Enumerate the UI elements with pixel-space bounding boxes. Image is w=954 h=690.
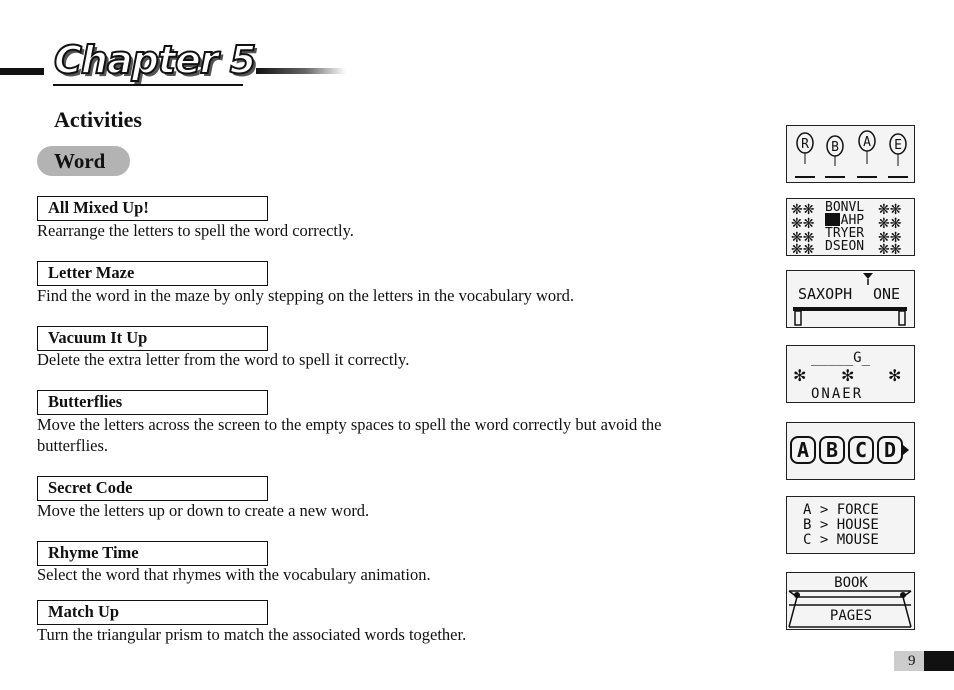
- code-letter: B: [825, 438, 839, 462]
- maze-row: HOAHP: [825, 213, 865, 228]
- thumb-secret-code: [786, 422, 915, 480]
- chapter-title: Chapter 5: [54, 38, 256, 82]
- butterfly-letters: ONAER: [811, 386, 864, 401]
- activity-desc-secret-code: Move the letters up or down to create a new word.: [37, 501, 370, 520]
- balloon-letter: E: [894, 138, 902, 153]
- butterfly-blanks: _____G_: [811, 350, 871, 366]
- svg-text:❋❋: ❋❋: [878, 203, 902, 218]
- vacuum-word-right: ONE: [873, 285, 901, 303]
- rhyme-option: A > FORCE: [803, 502, 879, 518]
- maze-row: BONVL: [825, 200, 865, 215]
- thumb-butterflies: [786, 345, 915, 403]
- activity-label-butterflies: Butterflies: [37, 390, 268, 415]
- svg-text:❋❋: ❋❋: [878, 231, 902, 246]
- match-word-top: BOOK: [834, 575, 868, 591]
- activity-desc-butterflies: Move the letters across the screen to the empty spaces to spell the word correctly but avoid the butterflies.: [37, 415, 662, 455]
- activity-desc-all-mixed-up: Rearrange the letters to spell the word correctly.: [37, 221, 354, 240]
- svg-text:❋❋: ❋❋: [791, 243, 815, 254]
- activity-label-vacuum-it-up: Vacuum It Up: [37, 326, 268, 351]
- svg-text:❋❋: ❋❋: [791, 231, 815, 246]
- activity-desc-match-up: Turn the triangular prism to match the associated words together.: [37, 625, 467, 644]
- balloon-letter: A: [863, 135, 871, 150]
- code-letter: D: [883, 438, 897, 462]
- butterfly-icon: ✻: [793, 368, 807, 385]
- page-number: 9: [908, 653, 916, 669]
- maze-row: TRYER: [825, 226, 865, 241]
- thumb-vacuum-it-up: [786, 270, 915, 328]
- activity-label-secret-code: Secret Code: [37, 476, 268, 501]
- chapter-left-bar: [0, 68, 44, 75]
- chapter-right-bar: [256, 68, 346, 74]
- rhyme-option: C > MOUSE: [803, 532, 879, 548]
- thumb-all-mixed-up: [786, 125, 915, 183]
- rhyme-option: B > HOUSE: [803, 517, 879, 533]
- code-letter: C: [854, 438, 868, 462]
- balloon-letter: R: [801, 137, 809, 152]
- chapter-underline: [53, 84, 243, 86]
- maze-row: DSEON: [825, 239, 865, 254]
- match-word-bottom: PAGES: [829, 608, 873, 624]
- thumb-letter-maze: [786, 198, 915, 256]
- activity-desc-rhyme-time: Select the word that rhymes with the vocabulary animation.: [37, 565, 431, 584]
- section-title: Activities: [54, 107, 142, 132]
- activity-desc-vacuum-it-up: Delete the extra letter from the word to spell it correctly.: [37, 350, 410, 369]
- balloon-letter: B: [831, 140, 839, 155]
- thumb-match-up: [786, 572, 915, 630]
- activity-label-rhyme-time: Rhyme Time: [37, 541, 268, 566]
- activity-label-all-mixed-up: All Mixed Up!: [37, 196, 268, 221]
- svg-text:❋❋: ❋❋: [791, 217, 815, 232]
- page-number-tab: [894, 651, 954, 671]
- activity-desc-letter-maze: Find the word in the maze by only stepping on the letters in the vocabulary word.: [37, 286, 575, 305]
- code-letter: A: [796, 438, 810, 462]
- butterfly-icon: ✻: [841, 368, 855, 385]
- thumb-rhyme-time: [786, 496, 915, 554]
- svg-text:❋❋: ❋❋: [791, 203, 815, 218]
- page-number-bar: [924, 651, 954, 671]
- subsection-pill: Word: [37, 146, 130, 176]
- svg-text:❋❋: ❋❋: [878, 243, 902, 254]
- vacuum-word-left: SAXOPH: [798, 285, 853, 303]
- butterfly-icon: ✻: [888, 368, 902, 385]
- activity-label-match-up: Match Up: [37, 600, 268, 625]
- svg-text:❋❋: ❋❋: [878, 217, 902, 232]
- activity-label-letter-maze: Letter Maze: [37, 261, 268, 286]
